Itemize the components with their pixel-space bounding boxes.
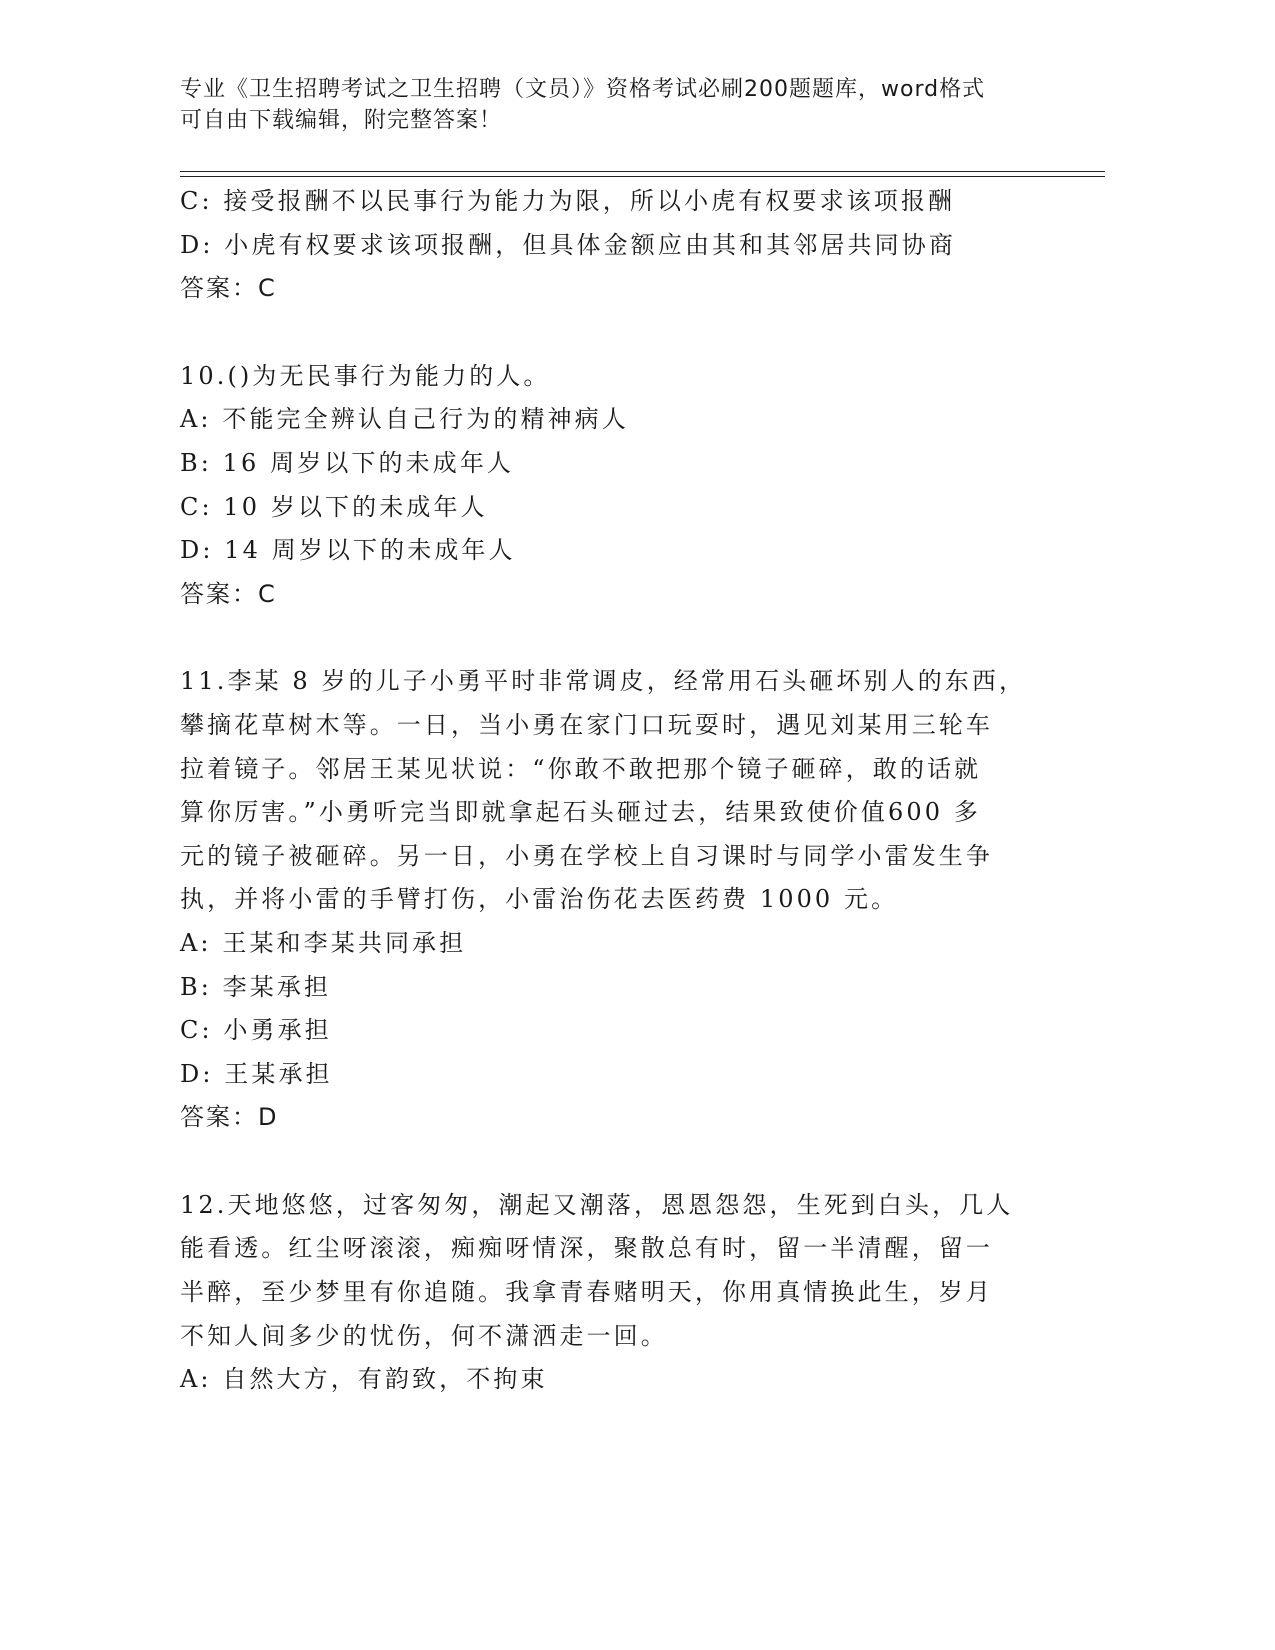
spacer	[180, 616, 1050, 660]
question-stem-line: 12.天地悠悠，过客匆匆，潮起又潮落，恩恩怨怨，生死到白头，几人	[180, 1190, 1014, 1219]
option-b: B: 李某承担	[180, 972, 332, 1001]
option-a: A: 自然大方，有韵致，不拘束	[180, 1365, 548, 1394]
option-a: A: 不能完全辨认自己行为的精神病人	[180, 405, 629, 434]
option-a: A: 王某和李某共同承担	[180, 928, 467, 957]
option-b: B: 16 周岁以下的未成年人	[180, 448, 515, 477]
question-9-tail	[180, 180, 1050, 311]
document-header	[180, 74, 1040, 136]
option-d: D: 王某承担	[180, 1059, 333, 1088]
answer-label: 答案：C	[180, 274, 277, 303]
question-10	[180, 355, 1050, 617]
answer-label: 答案：D	[180, 1103, 279, 1132]
option-c: C: 接受报酬不以民事行为能力为限，所以小虎有权要求该项报酬	[180, 187, 956, 215]
answer-label: 答案：C	[180, 579, 277, 608]
spacer	[180, 1140, 1050, 1184]
question-stem-line: 能看透。红尘呀滚滚，痴痴呀情深，聚散总有时，留一半清醒，留一	[180, 1234, 993, 1263]
question-stem-line: 攀摘花草树木等。一日，当小勇在家门口玩耍时，遇见刘某用三轮车	[180, 710, 993, 739]
header-divider-bottom	[180, 176, 1105, 177]
header-title-line-1: 专业《卫生招聘考试之卫生招聘（文员）》资格考试必刷200题题库，word格式	[180, 77, 986, 102]
option-c: C: 小勇承担	[180, 1016, 332, 1045]
header-divider-top	[180, 171, 1105, 172]
question-stem-line: 元的镜子被砸碎。另一日，小勇在学校上自习课时与同学小雷发生争	[180, 841, 993, 870]
question-stem-line: 不知人间多少的忧伤，何不潇洒走一回。	[180, 1321, 668, 1350]
header-title-line-2: 可自由下载编辑，附完整答案！	[180, 108, 503, 133]
option-d: D: 14 周岁以下的未成年人	[180, 536, 516, 565]
question-stem-line: 算你厉害。”小勇听完当即就拿起石头砸过去，结果致使价值600 多	[180, 798, 981, 827]
question-stem-line: 拉着镜子。邻居王某见状说：“你敢不敢把那个镜子砸碎，敢的话就	[180, 754, 982, 783]
question-list	[180, 180, 1050, 1402]
question-12	[180, 1184, 1050, 1402]
question-stem-line: 执，并将小雷的手臂打伤，小雷治伤花去医药费 1000 元。	[180, 885, 899, 914]
option-d: D: 小虎有权要求该项报酬，但具体金额应由其和其邻居共同协商	[180, 230, 956, 259]
option-c: C: 10 岁以下的未成年人	[180, 492, 488, 521]
question-stem-line: 11.李某 8 岁的儿子小勇平时非常调皮，经常用石头砸坏别人的东西，	[180, 667, 1027, 696]
spacer	[180, 311, 1050, 355]
question-stem-line: 半醉，至少梦里有你追随。我拿青春赌明天，你用真情换此生，岁月	[180, 1278, 993, 1307]
question-11	[180, 660, 1050, 1140]
question-stem: 10.()为无民事行为能力的人。	[180, 361, 551, 390]
